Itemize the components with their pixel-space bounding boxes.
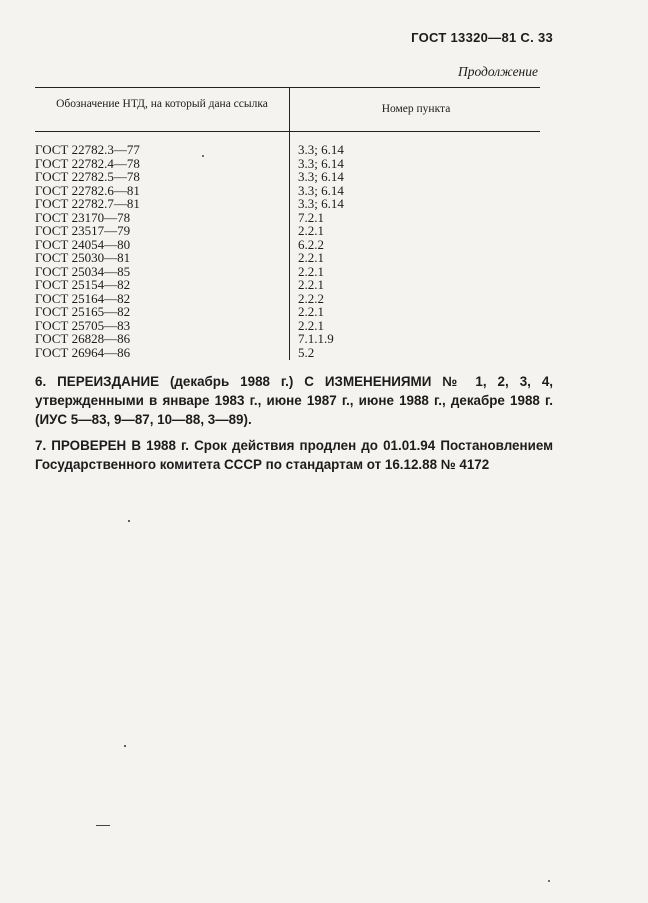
document-designation: ГОСТ 26828—86 [35,331,131,346]
note-number: 6. [35,374,47,389]
scan-speck [128,520,130,522]
table-row [0,238,648,252]
clause-number: 7.2.1 [298,209,324,225]
table-row [0,211,648,225]
clause-number: 3.3; 6.14 [298,142,344,157]
document-designation: ГОСТ 23517—79 [35,223,131,238]
column-header-clause: Номер пункта [381,103,451,115]
clause-number: 2.2.1 [298,277,324,292]
scan-speck [548,880,550,882]
table-row [0,305,648,319]
column-header-document: Обозначение НТД, на который дана ссылка [56,98,268,110]
clause-number: 2.2.1 [298,263,324,279]
page-header: ГОСТ 13320—81 С. 33 [411,30,553,45]
document-designation: ГОСТ 22782.6—81 [35,182,140,198]
document-designation: ГОСТ 22782.3—77 [35,142,140,157]
table-row [0,170,648,184]
document-designation: ГОСТ 25165—82 [35,304,131,319]
clause-number: 2.2.1 [298,223,324,238]
clause-number: 3.3; 6.14 [298,169,344,184]
clause-number: 2.2.1 [298,317,324,333]
table-row [0,265,648,279]
document-designation: ГОСТ 26964—86 [35,344,131,360]
table-row [0,292,648,306]
note-reissue [35,372,553,429]
note-text: ПЕРЕИЗДАНИЕ (декабрь 1988 г.) С ИЗМЕНЕНИЯМИ № 1, 2, 3, 4, утвержденными в январе 1983 г., июне 1987 г., июне 1988 г., декабре 1988 г. (ИУС 5—83, 9—87, 10—88, 3—89). [35,374,553,427]
table-row [0,224,648,238]
table-row [0,143,648,157]
clause-number: 3.3; 6.14 [298,196,344,211]
document-designation: ГОСТ 24054—80 [35,236,131,252]
table-header-rule [35,131,540,132]
document-designation: ГОСТ 22782.5—78 [35,169,140,184]
table-row [0,197,648,211]
note-verified [35,436,553,474]
table-row [0,184,648,198]
document-designation: ГОСТ 25030—81 [35,250,131,265]
document-designation: ГОСТ 22782.7—81 [35,196,140,211]
document-designation: ГОСТ 25034—85 [35,263,131,279]
scan-speck [96,825,110,826]
clause-number: 2.2.1 [298,304,324,319]
table-row [0,278,648,292]
clause-number: 6.2.2 [298,236,324,252]
scan-speck [202,155,204,157]
table-row [0,346,648,360]
clause-number: 3.3; 6.14 [298,155,344,171]
table-body [0,143,648,359]
clause-number: 2.2.1 [298,250,324,265]
table-top-rule [35,87,540,88]
note-number: 7. [35,438,47,453]
table-row [0,319,648,333]
document-designation: ГОСТ 25154—82 [35,277,131,292]
continuation-label: Продолжение [457,64,538,79]
table-row [0,332,648,346]
clause-number: 2.2.2 [298,290,324,306]
table-row [0,251,648,265]
note-text: ПРОВЕРЕН В 1988 г. Срок действия продлен до 01.01.94 Постановлением Государственного комитета СССР по стандартам от 16.12.88 № 4172 [35,438,553,472]
document-designation: ГОСТ 25705—83 [35,317,131,333]
document-designation: ГОСТ 25164—82 [35,290,131,306]
clause-number: 3.3; 6.14 [298,182,344,198]
scan-speck [124,745,126,747]
table-row [0,157,648,171]
document-designation: ГОСТ 23170—78 [35,209,131,225]
clause-number: 5.2 [298,344,315,360]
document-designation: ГОСТ 22782.4—78 [35,155,140,171]
clause-number: 7.1.1.9 [298,331,334,346]
